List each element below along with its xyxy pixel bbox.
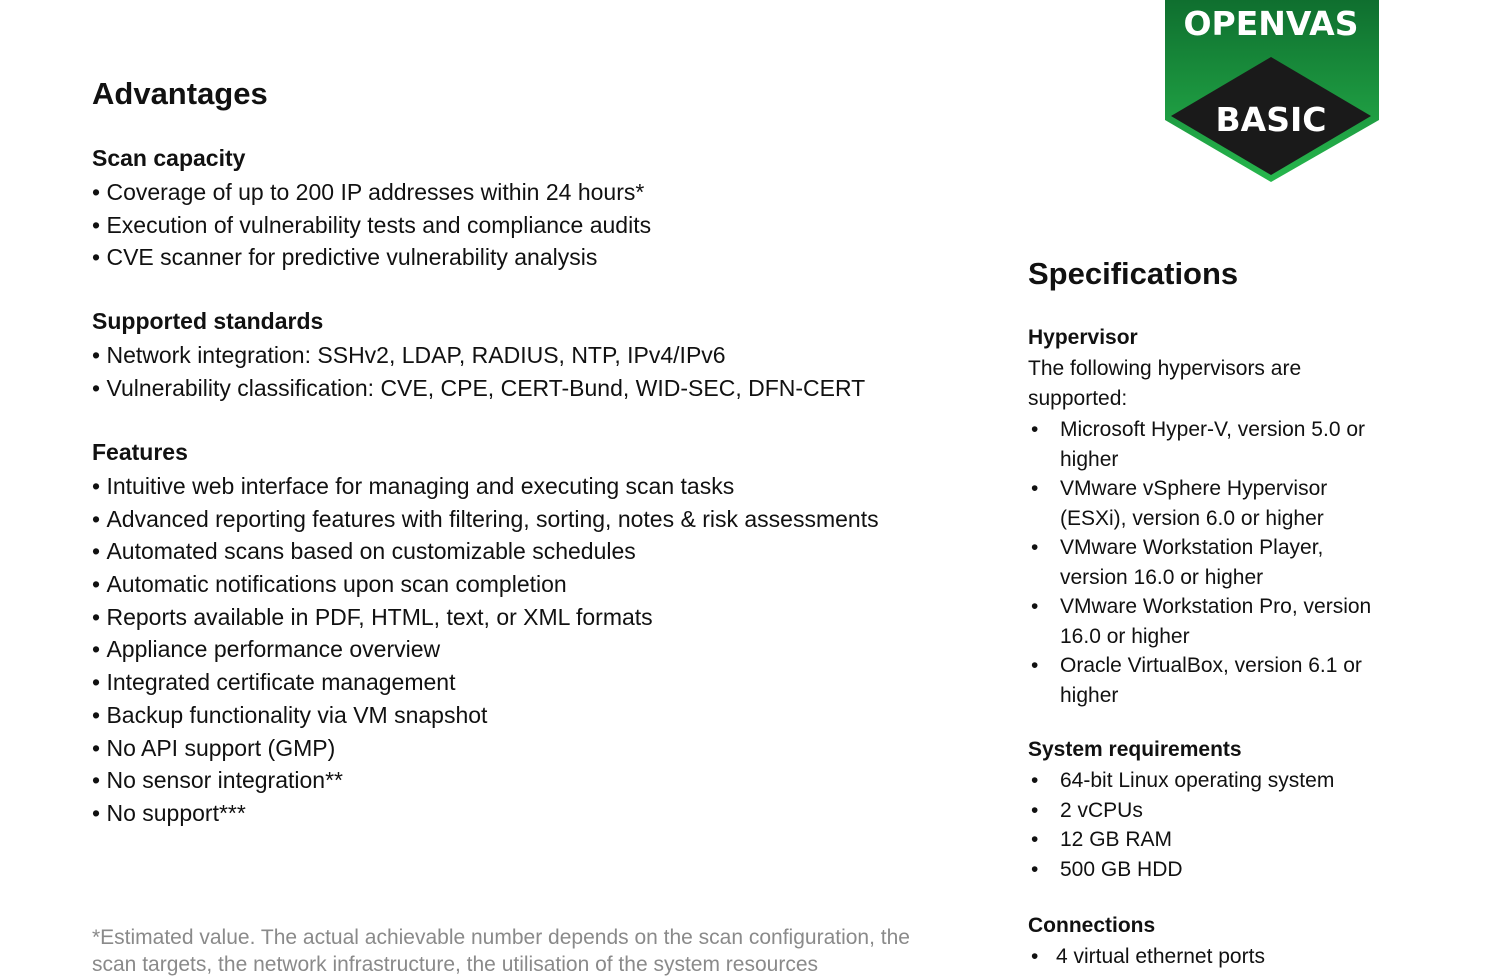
badge-logo xyxy=(1163,0,1381,184)
list-item: • Backup functionality via VM snapshot xyxy=(92,699,972,732)
system-requirements-heading: System requirements xyxy=(1028,738,1242,761)
list-item: • Intuitive web interface for managing and executing scan tasks xyxy=(92,470,972,503)
badge-top-text: OPENVAS xyxy=(1183,4,1359,43)
list-item: • 4 virtual ethernet ports xyxy=(1028,942,1408,972)
list-item: • Integrated certificate management xyxy=(92,666,972,699)
list-item: • No support*** xyxy=(92,797,972,830)
connections-heading: Connections xyxy=(1028,914,1156,937)
list-item: • Microsoft Hyper-V, version 5.0 or higher xyxy=(1028,415,1390,474)
list-item: • 2 vCPUs xyxy=(1028,796,1408,826)
hypervisor-list xyxy=(1028,415,1398,710)
supported-standards-heading: Supported standards xyxy=(92,308,324,334)
list-item: • No API support (GMP) xyxy=(92,732,972,765)
badge-bottom-text: BASIC xyxy=(1215,100,1327,139)
list-item: • Coverage of up to 200 IP addresses within 24 hours* xyxy=(92,176,972,209)
connections-section xyxy=(1028,912,1408,972)
list-item: • VMware Workstation Pro, version 16.0 or higher xyxy=(1028,592,1395,651)
hypervisor-intro: The following hypervisors are supported: xyxy=(1028,357,1302,410)
hypervisor-section xyxy=(1028,324,1408,710)
features-section xyxy=(92,437,972,830)
list-item: • CVE scanner for predictive vulnerability analysis xyxy=(92,241,972,274)
scan-capacity-section xyxy=(92,143,972,274)
list-item: • 64-bit Linux operating system xyxy=(1028,766,1408,796)
list-item: • Appliance performance overview xyxy=(92,633,972,666)
list-item: • Advanced reporting features with filtering, sorting, notes & risk assessments xyxy=(92,503,972,536)
hypervisor-heading: Hypervisor xyxy=(1028,326,1138,349)
list-item: • Execution of vulnerability tests and compliance audits xyxy=(92,209,972,242)
list-item: • 12 GB RAM xyxy=(1028,825,1408,855)
list-item: • Vulnerability classification: CVE, CPE, CERT-Bund, WID-SEC, DFN-CERT xyxy=(92,372,972,405)
scan-capacity-heading: Scan capacity xyxy=(92,145,246,171)
advantages-title: Advantages xyxy=(92,76,268,111)
list-item: • Oracle VirtualBox, version 6.1 or higher xyxy=(1028,651,1385,710)
list-item: • No sensor integration** xyxy=(92,764,972,797)
scan-capacity-list xyxy=(92,176,972,274)
list-item: • Automated scans based on customizable schedules xyxy=(92,535,972,568)
supported-standards-list xyxy=(92,339,972,404)
supported-standards-section xyxy=(92,306,972,404)
list-item: • VMware vSphere Hypervisor (ESXi), version 6.0 or higher xyxy=(1028,474,1360,533)
system-requirements-list xyxy=(1028,766,1408,884)
features-list xyxy=(92,470,972,830)
features-heading: Features xyxy=(92,439,188,465)
list-item: • Reports available in PDF, HTML, text, or XML formats xyxy=(92,601,972,634)
list-item: • Automatic notifications upon scan completion xyxy=(92,568,972,601)
footnote: *Estimated value. The actual achievable number depends on the scan configuration, the scan targets, the network infrastructure, the utilisation of the system resources xyxy=(92,926,910,976)
list-item: • 500 GB HDD xyxy=(1028,855,1408,885)
list-item: • VMware Workstation Player, version 16.0 or higher xyxy=(1028,533,1360,592)
system-requirements-section xyxy=(1028,736,1408,884)
list-item: • Network integration: SSHv2, LDAP, RADIUS, NTP, IPv4/IPv6 xyxy=(92,339,972,372)
connections-list xyxy=(1028,942,1408,972)
openvas-basic-badge xyxy=(1163,0,1381,184)
specifications-title: Specifications xyxy=(1028,256,1239,291)
